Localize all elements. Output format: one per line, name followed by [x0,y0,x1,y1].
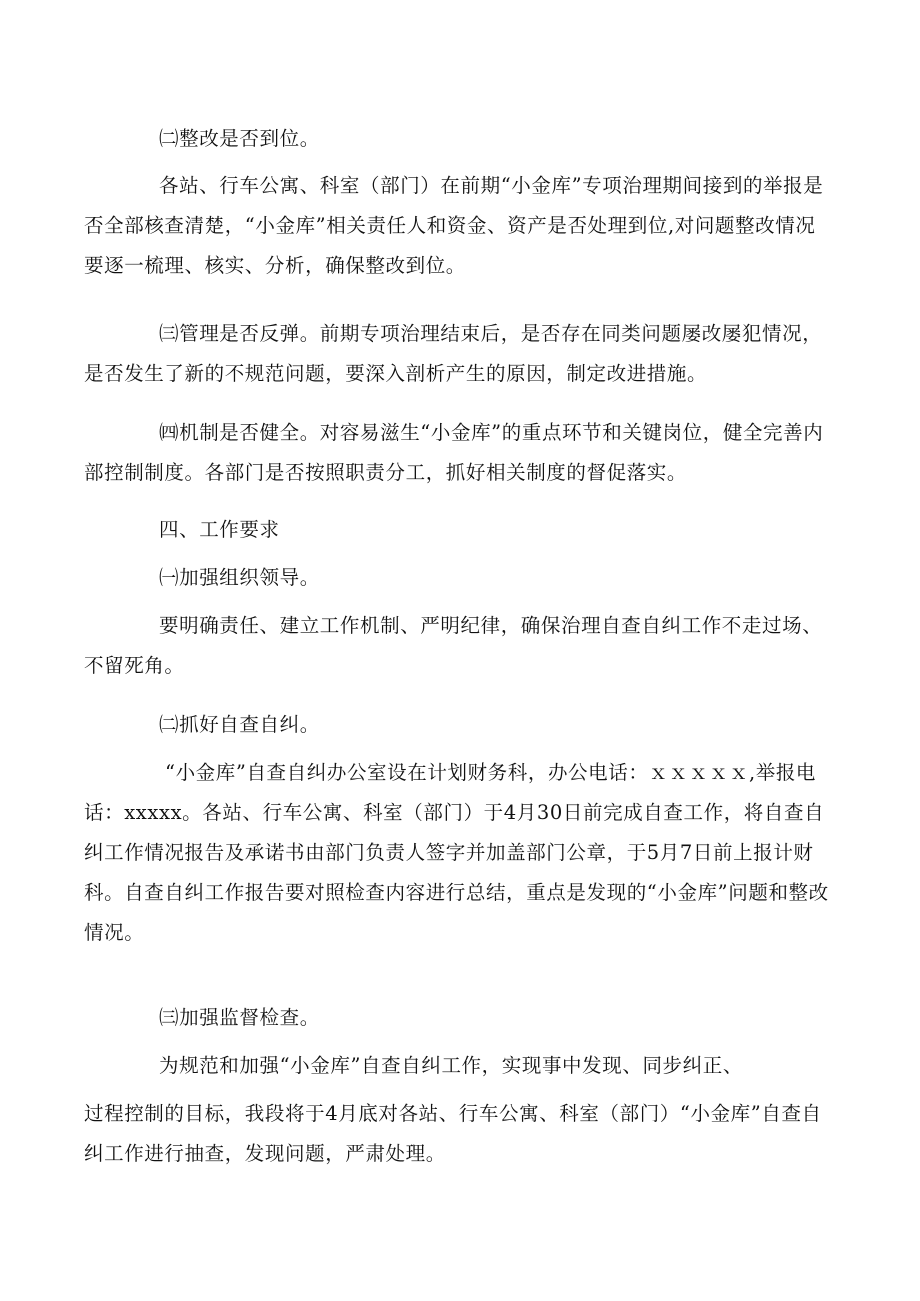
paragraph-leadership-body: 要明确责任、建立工作机制、严明纪律，确保治理自查自纠工作不走过场、不留死角。 [84,614,823,677]
subheading-supervision: ㈢加强监督检查。 [159,1006,320,1029]
paragraph-management-rebound: ㈢管理是否反弹。前期专项治理结束后，是否存在同类问题屡改屡犯情况，是否发生了新的不规范问题，要深入剖析产生的原因，制定改进措施。 [84,322,823,385]
paragraph-self-inspection-body: “小金库”自查自纠办公室设在计划财务科，办公电话：ｘｘｘｘｘ,举报电话：xxxxx。各站、行车公寓、科室（部门）于4月30日前完成自查工作，将自查自纠工作情况报告及承诺书由部门负责人签字并加盖部门公章，于5月7日前上报计财科。自查自纠工作报告要对照检查内容进行总结，重点是发现的“小金库”问题和整改情况。 [84,761,829,944]
section-heading-work-requirements: 四、工作要求 [159,518,280,541]
subheading-strengthen-leadership: ㈠加强组织领导。 [159,566,320,589]
subheading-self-inspection: ㈡抓好自查自纠。 [159,713,320,736]
paragraph-supervision-rest: 过程控制的目标，我段将于4月底对各站、行车公寓、科室（部门）“小金库”自查自纠工作进行抽查，发现问题，严肃处理。 [84,1102,822,1165]
paragraph-rectification-body: 各站、行车公寓、科室（部门）在前期“小金库”专项治理期间接到的举报是否全部核查清楚，“小金库”相关责任人和资金、资产是否处理到位,对问题整改情况要逐一梳理、核实、分析，确保整改到位。 [84,174,824,277]
paragraph-mechanism-soundness: ㈣机制是否健全。对容易滋生“小金库”的重点环节和关键岗位，健全完善内部控制制度。各部门是否按照职责分工，抓好相关制度的督促落实。 [84,421,824,484]
paragraph-supervision-line1: 为规范和加强“小金库”自查自纠工作，实现事中发现、同步纠正、 [159,1054,743,1077]
section-heading-rectification: ㈡整改是否到位。 [159,127,320,150]
